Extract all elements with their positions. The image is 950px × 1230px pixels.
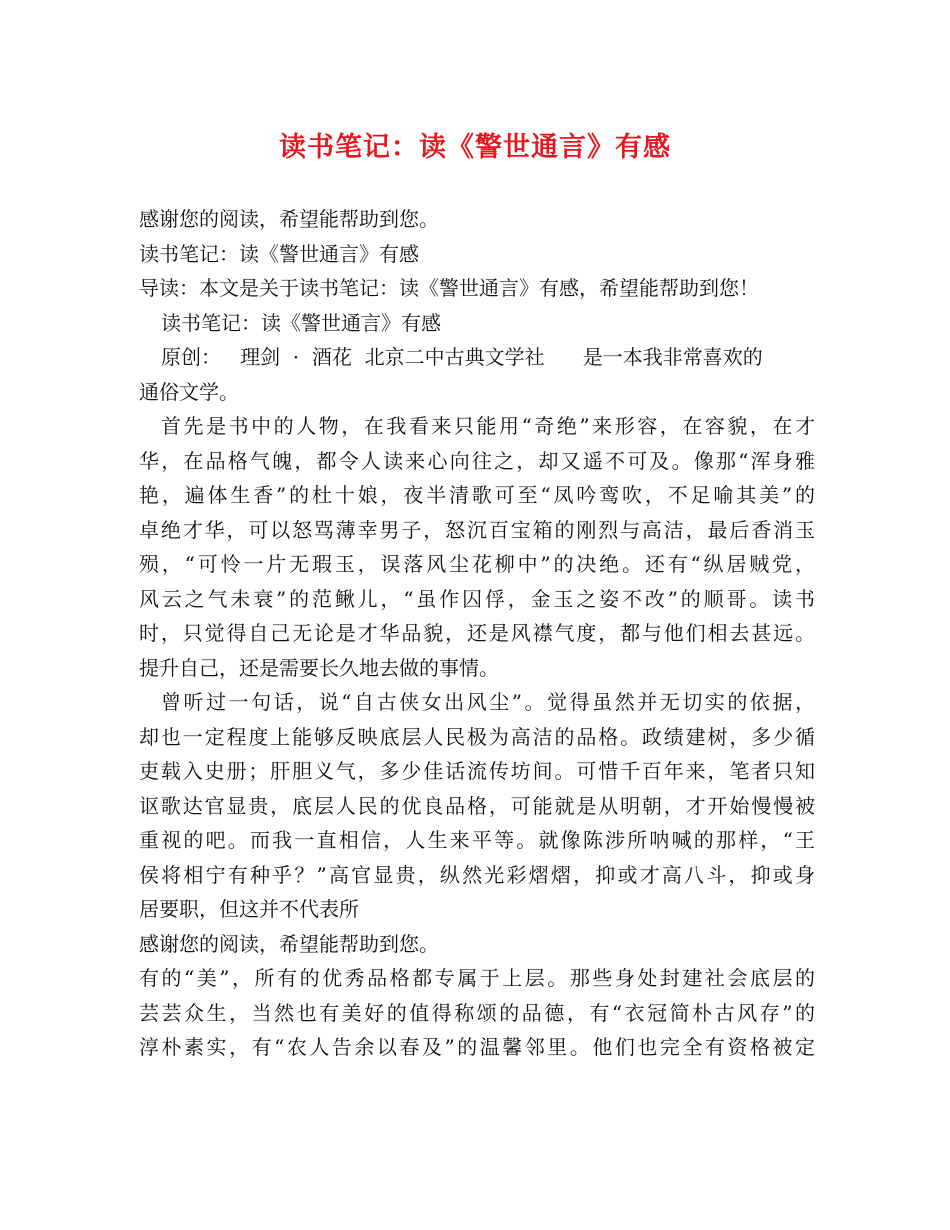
- text-line: 时，只觉得自己无论是才华品貌，还是风襟气度，都与他们相去甚远。: [139, 621, 815, 645]
- text-line: 首先是书中的人物，在我看来只能用“奇绝”来形容，在容貌，在才: [161, 414, 815, 438]
- text-line: 曾听过一句话，说“自古侠女出风尘”。觉得虽然并无切实的依据，: [161, 690, 815, 714]
- text-line: 吏载入史册；肝胆义气，多少佳话流传坊间。可惜千百年来，笔者只知: [139, 759, 815, 783]
- text-line: 侯将相宁有种乎？”高官显贵，纵然光彩熠熠，抑或才高八斗，抑或身: [139, 862, 815, 887]
- text-line: 却也一定程度上能够反映底层人民极为高洁的品格。政绩建树，多少循: [139, 724, 815, 749]
- text-line: 通俗文学。: [139, 379, 239, 404]
- text-line: 卓绝才华，可以怒骂薄幸男子，怒沉百宝箱的刚烈与高洁，最后香消玉: [139, 517, 815, 542]
- text-line: 华，在品格气魄，都令人读来心向往之，却又遥不可及。像那“浑身雅: [139, 448, 815, 473]
- document-body: [139, 202, 815, 1065]
- text-line: 感谢您的阅读，希望能帮助到您。: [139, 931, 439, 956]
- text-line: 读书笔记：读《警世通言》有感: [139, 241, 419, 266]
- text-line: 风云之气未衰”的范鳅儿，“虽作囚俘，金玉之姿不改”的顺哥。读书: [139, 586, 815, 611]
- text-line: 导读：本文是关于读书笔记：读《警世通言》有感，希望能帮助到您！: [139, 276, 759, 300]
- text-line: 居要职，但这并不代表所: [139, 897, 359, 921]
- text-line: 原创： 理剑 · 酒花 北京二中古典文学社 是一本我非常喜欢的: [161, 345, 763, 369]
- text-line: 芸芸众生，当然也有美好的值得称颂的品德，有“衣冠简朴古风存”的: [139, 1000, 815, 1025]
- text-line: 讴歌达官显贵，底层人民的优良品格，可能就是从明朝，才开始慢慢被: [139, 793, 815, 818]
- text-line: 淳朴素实，有“农人告余以春及”的温馨邻里。他们也完全有资格被定: [139, 1035, 815, 1059]
- text-line: 殒，“可怜一片无瑕玉，误落风尘花柳中”的决绝。还有“纵居贼党，: [139, 552, 815, 576]
- text-line: 读书笔记：读《警世通言》有感: [161, 310, 441, 335]
- text-line: 艳，遍体生香”的杜十娘，夜半清歌可至“凤吟鸾吹，不足喻其美”的: [139, 483, 815, 507]
- text-line: 提升自己，还是需要长久地去做的事情。: [139, 655, 499, 680]
- document-title: 读书笔记：读《警世通言》有感: [279, 132, 671, 163]
- text-line: 有的“美”，所有的优秀品格都专属于上层。那些身处封建社会底层的: [139, 966, 815, 990]
- text-line: 感谢您的阅读，希望能帮助到您。: [139, 207, 439, 231]
- text-line: 重视的吧。而我一直相信，人生来平等。就像陈涉所呐喊的那样，“王: [139, 828, 815, 852]
